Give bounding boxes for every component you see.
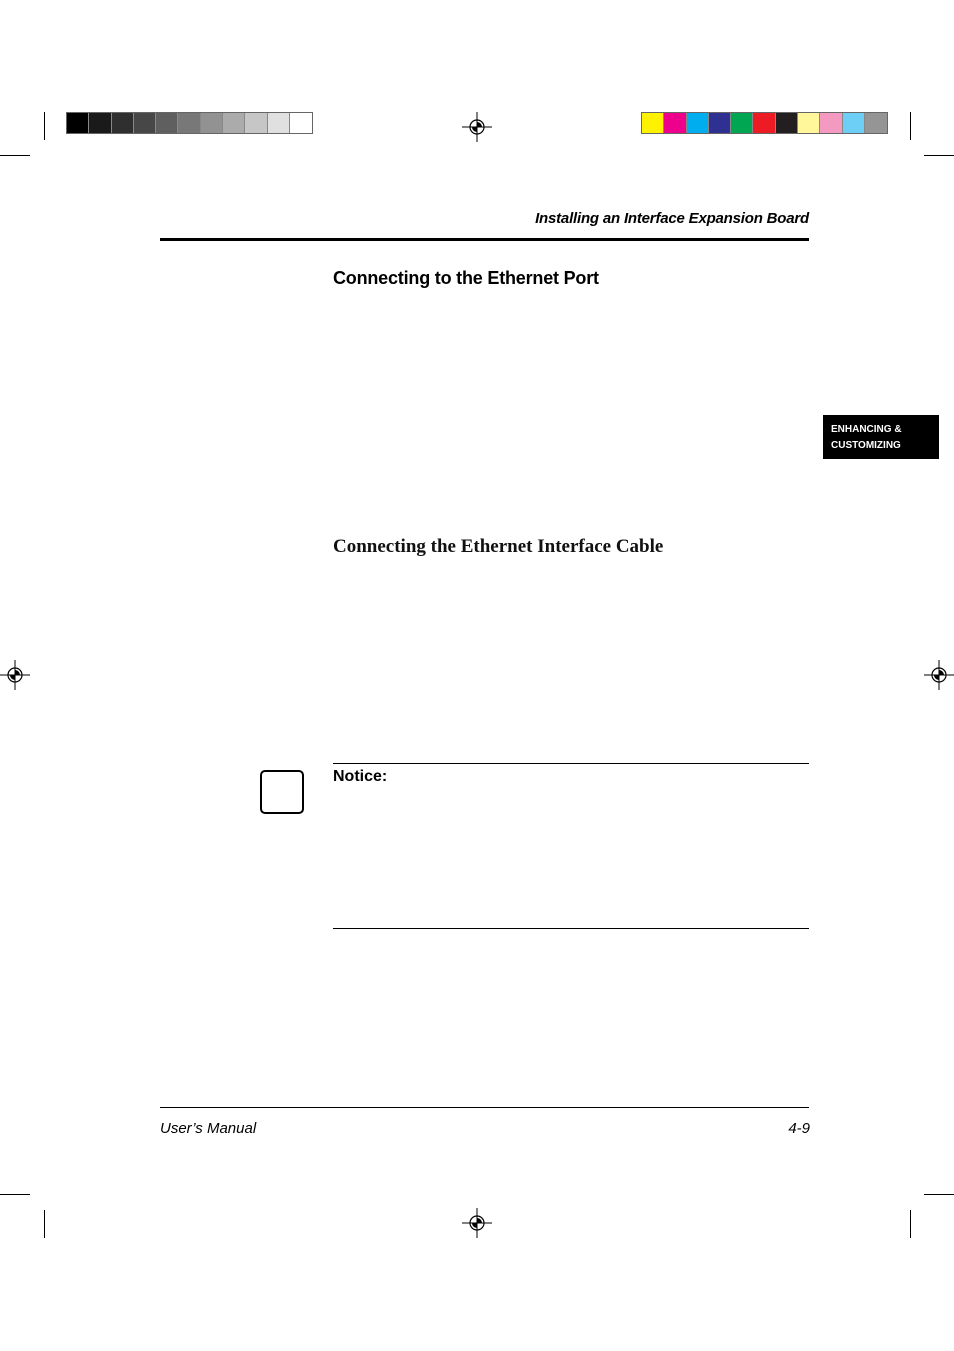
color-swatch <box>798 113 820 133</box>
color-swatch <box>201 113 223 133</box>
crop-mark <box>0 155 30 156</box>
color-swatch <box>843 113 865 133</box>
grayscale-color-bar <box>66 112 313 134</box>
color-swatch <box>664 113 686 133</box>
registration-mark-icon <box>462 112 492 142</box>
color-swatch <box>687 113 709 133</box>
color-swatch <box>156 113 178 133</box>
chapter-tab-line: CUSTOMIZING <box>831 440 901 451</box>
process-color-bar <box>641 112 888 134</box>
crop-mark <box>924 155 954 156</box>
color-swatch <box>290 113 312 133</box>
footer-rule <box>160 1107 809 1108</box>
header-rule <box>160 238 809 241</box>
crop-mark <box>44 1210 45 1238</box>
color-swatch <box>178 113 200 133</box>
notice-icon <box>260 770 304 814</box>
section-heading: Connecting to the Ethernet Port <box>333 268 599 288</box>
crop-mark <box>0 1194 30 1195</box>
crop-mark <box>924 1194 954 1195</box>
color-swatch <box>820 113 842 133</box>
color-swatch <box>245 113 267 133</box>
color-swatch <box>268 113 290 133</box>
color-swatch <box>642 113 664 133</box>
crop-mark <box>910 112 911 140</box>
color-swatch <box>731 113 753 133</box>
color-swatch <box>112 113 134 133</box>
registration-mark-icon <box>462 1208 492 1238</box>
color-swatch <box>709 113 731 133</box>
registration-mark-icon <box>924 660 954 690</box>
color-swatch <box>134 113 156 133</box>
color-swatch <box>753 113 775 133</box>
notice-bottom-rule <box>333 928 809 929</box>
notice-top-rule <box>333 763 809 764</box>
chapter-tab-line: ENHANCING & <box>831 424 902 435</box>
chapter-tab <box>823 415 939 459</box>
subsection-heading: Connecting the Ethernet Interface Cable <box>333 536 664 557</box>
color-swatch <box>776 113 798 133</box>
notice-label: Notice: <box>333 768 388 785</box>
registration-mark-icon <box>0 660 30 690</box>
color-swatch <box>67 113 89 133</box>
color-swatch <box>223 113 245 133</box>
footer-manual-title: User’s Manual <box>160 1120 257 1137</box>
running-header: Installing an Interface Expansion Board <box>535 210 809 227</box>
crop-mark <box>44 112 45 140</box>
crop-mark <box>910 1210 911 1238</box>
color-swatch <box>865 113 887 133</box>
page-number: 4-9 <box>788 1120 810 1137</box>
color-swatch <box>89 113 111 133</box>
